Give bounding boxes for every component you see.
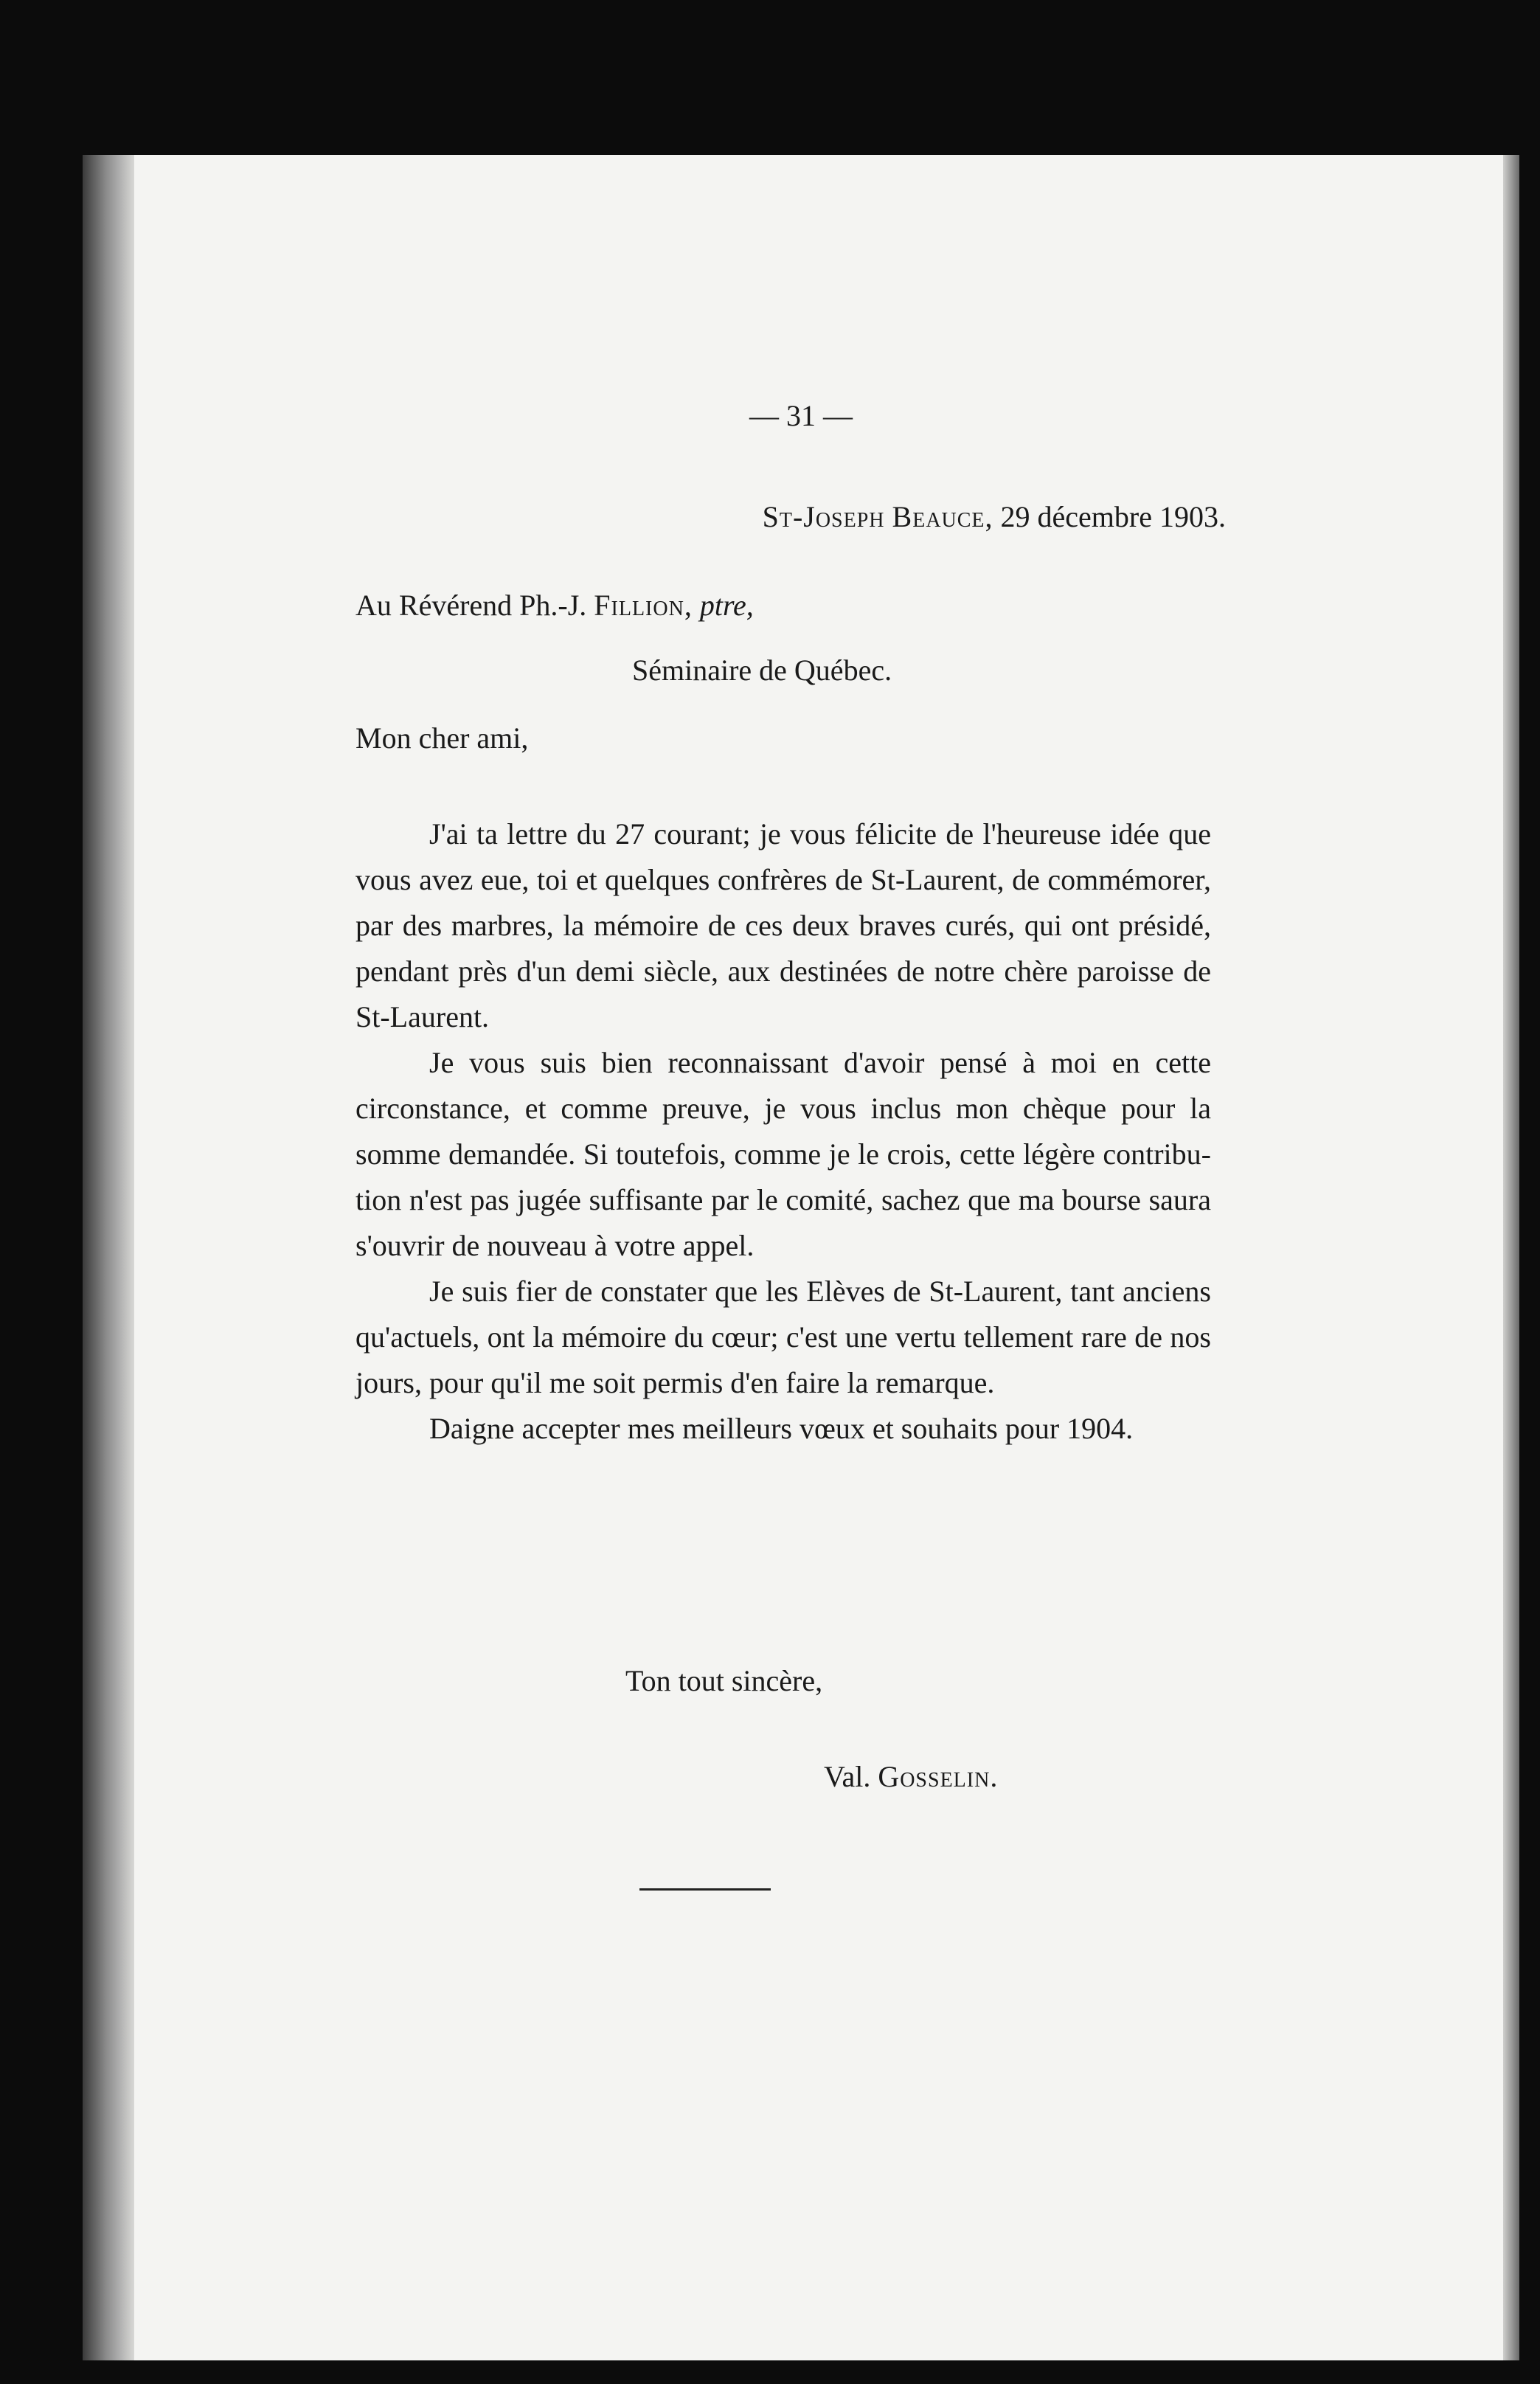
closing: Ton tout sincère, (625, 1664, 823, 1697)
paragraph: J'ai ta lettre du 27 courant; je vous félicite de l'heureuse idée que vous avez eue, toi et quelques confrères de St-Laurent, de commémorer, par des marbres, la mémoire de ces deux braves curés, qui ont présidé, pendant près d'un demi siècle, aux destinées de notre chère paroisse de St-Laurent. (355, 817, 1211, 1033)
recipient-address: Séminaire de Québec. (632, 654, 892, 687)
salutation: Mon cher ami, (355, 721, 529, 755)
letter-body (355, 811, 1211, 1452)
paragraph: Je suis fier de constater que les Elèves de St-Laurent, tant anciens qu'actuels, ont la mémoire du cœur; c'est une vertu tellement rare de nos jours, pour qu'il me soit permis d'en faire la remarque. (355, 1275, 1211, 1399)
dateline (355, 494, 1226, 540)
book-spine (83, 155, 134, 2360)
signature-name: Gosselin. (878, 1760, 999, 1793)
recipient-title: ptre, (692, 589, 754, 622)
dateline-place-name: Beauce, (892, 500, 993, 533)
dateline-date: 29 décembre 1903. (993, 500, 1226, 533)
book-page (83, 155, 1519, 2360)
signature-prefix: Val. (824, 1760, 878, 1793)
page-edge (1503, 155, 1519, 2360)
page-number: — 31 — (749, 399, 853, 432)
recipient-prefix: Au Révérend Ph.-J. (355, 589, 594, 622)
recipient-line (355, 583, 1211, 628)
signature (824, 1754, 1540, 1800)
recipient-name: Fillion, (594, 589, 693, 622)
divider-rule (639, 1888, 771, 1891)
paragraph: Daigne accepter mes meilleurs vœux et souhaits pour 1904. (429, 1412, 1134, 1445)
paragraph: Je vous suis bien reconnaissant d'avoir pensé à moi en cette circonstance, et comme preuve, je vous inclus mon chèque pour la somme demandée. Si toutefois, comme je le crois, cette légère contribution n'est pas jugée suffisante par le comité, sachez que ma bourse saura s'ouvrir de nouveau à votre appel. (355, 1046, 1211, 1262)
dateline-place-prefix: St-Joseph (762, 500, 885, 533)
